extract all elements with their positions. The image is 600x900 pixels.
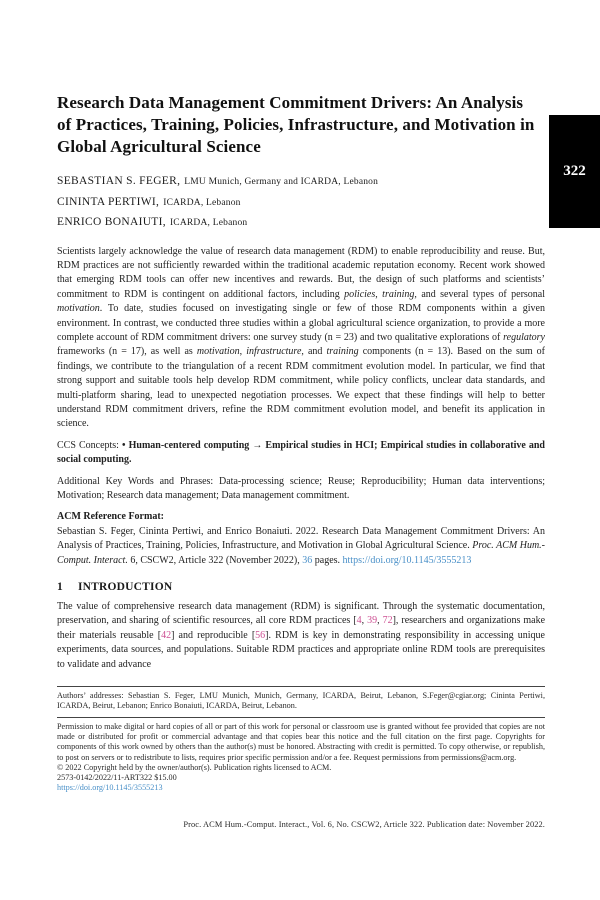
citation-ref[interactable]: 56 [255, 629, 266, 641]
text-segment: pages. [312, 554, 343, 566]
text-segment: frameworks (n = 17), as well as [57, 346, 197, 358]
authors-addresses-note: Authors’ addresses: Sebastian S. Feger, LMU Munich, Munich, Germany, ICARDA, Beirut, Lebanon, S.Feger@cgiar.org; Cininta Pertiwi, ICARDA, Beirut, Lebanon; Enrico Bonaiuti, ICARDA, Beirut, Lebanon. [57, 691, 545, 711]
section-heading-introduction [57, 581, 545, 593]
text-segment: training [326, 346, 359, 358]
running-footer: Proc. ACM Hum.-Comput. Interact., Vol. 6, No. CSCW2, Article 322. Publication date: November 2022. [183, 819, 545, 829]
footnote-rule [57, 717, 545, 718]
text-segment: , [375, 288, 383, 300]
section-number: 1 [57, 581, 63, 594]
citation-ref[interactable]: 42 [161, 629, 172, 641]
copyright-line: © 2022 Copyright held by the owner/author(s). Publication rights licensed to ACM. [57, 762, 332, 772]
permission-notice: Permission to make digital or hard copies of all or part of this work for personal or classroom use is granted without fee provided that copies are not made or distributed for profit or commercial advantage and that copies bear this notice and the full citation on the first page. Copyrights for components of this work owned by others than the author(s) must be honored. Abstracting with credit is permitted. To copy otherwise, or republish, to post on servers or to redistribute to lists, requires prior specific permission and/or a fee. Request permissions from permissions@acm.org. [57, 721, 545, 762]
text-segment: regulatory [503, 331, 545, 343]
text-segment: ] and reproducible [ [171, 629, 256, 641]
introduction-paragraph [57, 600, 545, 672]
text-segment: components (n = 13). Based on the sum of findings, we contribute to the triangulation of a recent RDM commitment evolution model. In particular, we find that strong support and suitable tools help develop RDM commitment, while policy conflicts, unclear data standards, and multi-platform sharing, lead to unexpected negotiation processes. We expect that these findings will help to better understand RDM commitment drivers, refine the RDM commitment evolution model, and benefit its application in science. [57, 346, 546, 430]
author-name: SEBASTIAN S. FEGER, [57, 175, 181, 187]
article-number: 322 [563, 163, 586, 179]
page-content [57, 0, 545, 829]
author-block [57, 171, 545, 233]
author-line [57, 212, 545, 233]
footnote-area [57, 686, 545, 794]
acm-reference-heading: ACM Reference Format: [57, 511, 164, 523]
text-segment: . To date, studies focused on investigating single or few of those RDM components within a given environment. In contrast, we conducted three studies within a global agricultural science organization, to provide a more complete account of RDM commitment drivers: one survey study (n = 23) and two qualitative explorations of [57, 303, 545, 343]
inline-link[interactable]: https://doi.org/10.1145/3555213 [57, 783, 163, 793]
fee-code-line: 2573-0142/2022/11-ART322 $15.00 [57, 773, 177, 783]
section-title: INTRODUCTION [77, 581, 173, 594]
author-affiliation: LMU Munich, Germany and ICARDA, Lebanon [184, 177, 379, 187]
keywords: Additional Key Words and Phrases: Data-processing science; Reuse; Reproducibility; Human data interventions; Motivation; Research data management; Data management commitment. [57, 475, 545, 501]
author-name: ENRICO BONAIUTI, [57, 216, 166, 228]
author-affiliation: ICARDA, Lebanon [163, 197, 241, 208]
author-name: CININTA PERTIWI, [57, 195, 160, 208]
author-line [57, 192, 545, 213]
text-segment: infrastructure [246, 346, 302, 358]
text-segment: Proc. ACM Hum.-Comput. Interact. [57, 540, 545, 566]
text-segment: ], researchers and organizations make their materials reusable [ [57, 615, 546, 641]
inline-link[interactable]: 36 [302, 554, 313, 566]
abstract [57, 245, 545, 432]
text-segment: ]. RDM is key in demonstrating responsibility in accessing unique experiments, data sources, and populations. Suitable RDM practices and appropriate online RDM tools are prerequisites to validate and advance [57, 629, 545, 670]
text-segment: 6, CSCW2, Article 322 (November 2022), [127, 554, 303, 566]
citation-ref[interactable]: 39 [367, 615, 378, 627]
text-segment: , [361, 615, 368, 627]
text-segment: • Human-centered computing [122, 439, 253, 451]
author-line [57, 171, 545, 192]
inline-link[interactable]: https://doi.org/10.1145/3555213 [342, 554, 472, 566]
text-segment: The value of comprehensive research data management (RDM) is significant. Through the systematic documentation, preservation, and sharing of scientific resources, all core RDM practices [ [57, 601, 545, 627]
text-segment: policies [344, 288, 376, 300]
author-affiliation: ICARDA, Lebanon [169, 218, 248, 228]
text-segment: → [252, 439, 266, 451]
text-segment: CCS Concepts: [57, 439, 123, 451]
footnote-rule [57, 686, 545, 687]
text-segment: , and several types of personal [414, 288, 546, 300]
ccs-concepts [57, 439, 545, 468]
acm-reference-body [57, 525, 545, 568]
text-segment: Scientists largely acknowledge the value of research data management (RDM) to enable reproducibility and reuse. But, RDM practices are not sufficiently rewarded within the traditional academic reputation economy. Recent work showed that emerging RDM tools can offer new incentives and rewards. But, the design of such platforms and scientists’ commitment to RDM is contingent on additional factors, including [57, 245, 545, 300]
text-segment: Sebastian S. Feger, Cininta Pertiwi, and Enrico Bonaiuti. 2022. Research Data Management Commitment Drivers: An Analysis of Practices, Training, Policies, Infrastructure, and Motivation in Global Agricultural Science. [57, 525, 545, 552]
text-segment: motivation [57, 303, 100, 315]
acm-reference-format [57, 510, 545, 568]
citation-ref[interactable]: 72 [382, 615, 393, 627]
doi-line [57, 783, 545, 793]
text-segment: , [239, 346, 247, 358]
citation-ref[interactable]: 4 [356, 615, 362, 627]
text-segment: Empirical studies in HCI; Empirical studies in collaborative and social computing. [57, 439, 545, 466]
text-segment: , and [301, 346, 327, 358]
text-segment: , [377, 615, 383, 627]
paper-title: Research Data Management Commitment Drivers: An Analysis of Practices, Training, Policies, Infrastructure, and Motivation in Global Agricultural Science [57, 93, 535, 156]
text-segment: motivation [196, 346, 240, 358]
article-number-tab [549, 115, 600, 228]
text-segment: training [382, 288, 415, 300]
